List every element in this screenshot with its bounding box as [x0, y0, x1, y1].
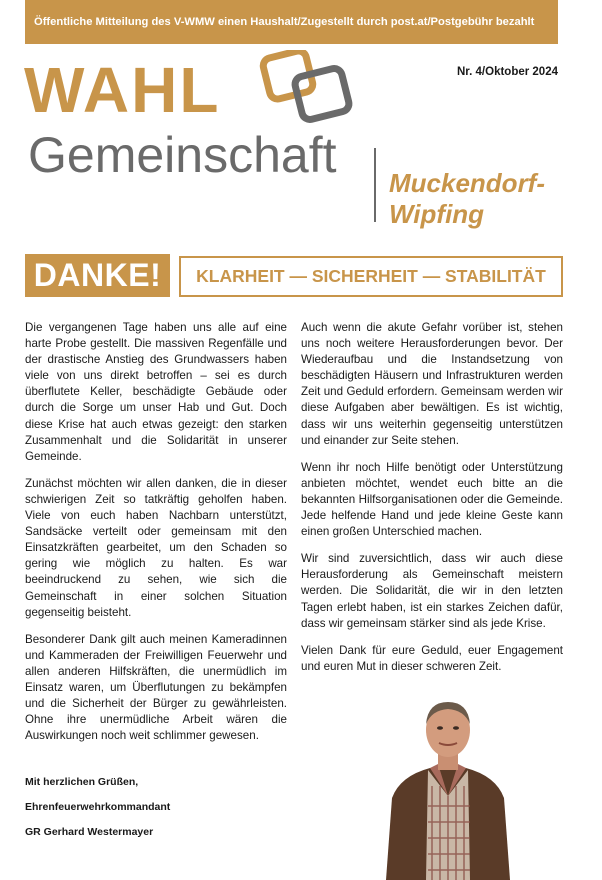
issue-number: Nr. 4/Oktober 2024	[457, 66, 558, 78]
public-notice-text: Öffentliche Mitteilung des V-WMW einen Haushalt/Zugestellt durch post.at/Postgebühr bezahlt	[34, 16, 535, 28]
signature-greeting: Mit herzlichen Grüßen,	[25, 776, 139, 788]
logo-wahl-text: WAHL	[24, 54, 221, 126]
slogan-box	[179, 256, 563, 297]
article-paragraph: Wenn ihr noch Hilfe benötigt oder Unterstützung anbieten möchtet, wendet euch bitte an die bekannten Hilfsorganisationen oder die Gemeinde. Jede helfende Hand und jede kleine Geste kann einen großen Unterschied machen.	[301, 460, 563, 539]
article-column-left	[25, 320, 287, 755]
public-notice-bar	[25, 0, 558, 44]
article-paragraph: Zunächst möchten wir allen danken, die in dieser schwierigen Zeit so tatkräftig geholfen haben. Viele von euch haben Nachbarn unterstützt, Sandsäcke verteilt oder gemeinsam mit den Einsatzkräften gearbeitet, um den Schaden so gering wie möglich zu halten. Es war beeindruckend zu sehen, wie sich die Gemeinschaft in einer solchen Situation gegenseitig beisteht.	[25, 476, 287, 619]
article-paragraph: Auch wenn die akute Gefahr vorüber ist, stehen uns noch weitere Herausforderungen bevor. Der Wiederaufbau und die Instandsetzung von beschädigten Häusern und Infrastrukturen werden Zeit und Geduld erfordern. Gemeinsam werden wir diese Aufgaben aber bewältigen. Es ist wichtig, dass wir uns weiterhin gegenseitig unterstützen und einander zur Seite stehen.	[301, 321, 563, 447]
signature-role: Ehrenfeuerwehrkommandant	[25, 801, 171, 813]
article-paragraph: Wir sind zuversichtlich, dass wir auch diese Herausforderung als Gemeinschaft meistern werden. Die Solidarität, die wir in den letzten Tagen erlebt haben, ist ein starkes Zeichen dafür, dass wir gemeinsam stärker sind als jede Krise.	[301, 552, 563, 630]
danke-heading: DANKE!	[25, 254, 170, 297]
slogan-text: KLARHEIT — SICHERHEIT — STABILITÄT	[196, 266, 546, 286]
portrait-photo	[378, 694, 518, 880]
logo-divider	[374, 148, 376, 222]
place-name-line2: Wipfing	[389, 199, 485, 229]
place-name	[389, 168, 545, 230]
article-paragraph: Besonderer Dank gilt auch meinen Kameradinnen und Kammeraden der Freiwilligen Feuerwehr und allen anderen Hilfskräften, die unermüdlich im Einsatz waren, um Überflutungen zu bekämpfen und die Sicherheit der Bürger zu gewährleisten. Ohne ihre unermüdliche Arbeit wären die Auswirkungen noch weit schlimmer gewesen.	[25, 632, 287, 743]
article-paragraph: Die vergangenen Tage haben uns alle auf eine harte Probe gestellt. Die massiven Regenfälle und der drastische Anstieg des Grundwassers haben viele von uns direkt betroffen – sei es durch überflutete Keller, beschädigte Gebäude oder durch die Sorge um unser Hab und Gut. Doch diese Krise hat auch etwas gezeigt: den starken Zusammenhalt und die Solidarität in unserer Gemeinde.	[25, 321, 287, 463]
logo-frames-icon	[258, 50, 358, 130]
signature-name: GR Gerhard Westermayer	[25, 826, 154, 838]
place-name-line1: Muckendorf-	[389, 168, 545, 198]
logo-gemeinschaft-text: Gemeinschaft	[28, 127, 337, 183]
article-column-right	[301, 320, 563, 686]
article-paragraph: Vielen Dank für eure Geduld, euer Engagement und euren Mut in dieser schweren Zeit.	[301, 643, 563, 673]
